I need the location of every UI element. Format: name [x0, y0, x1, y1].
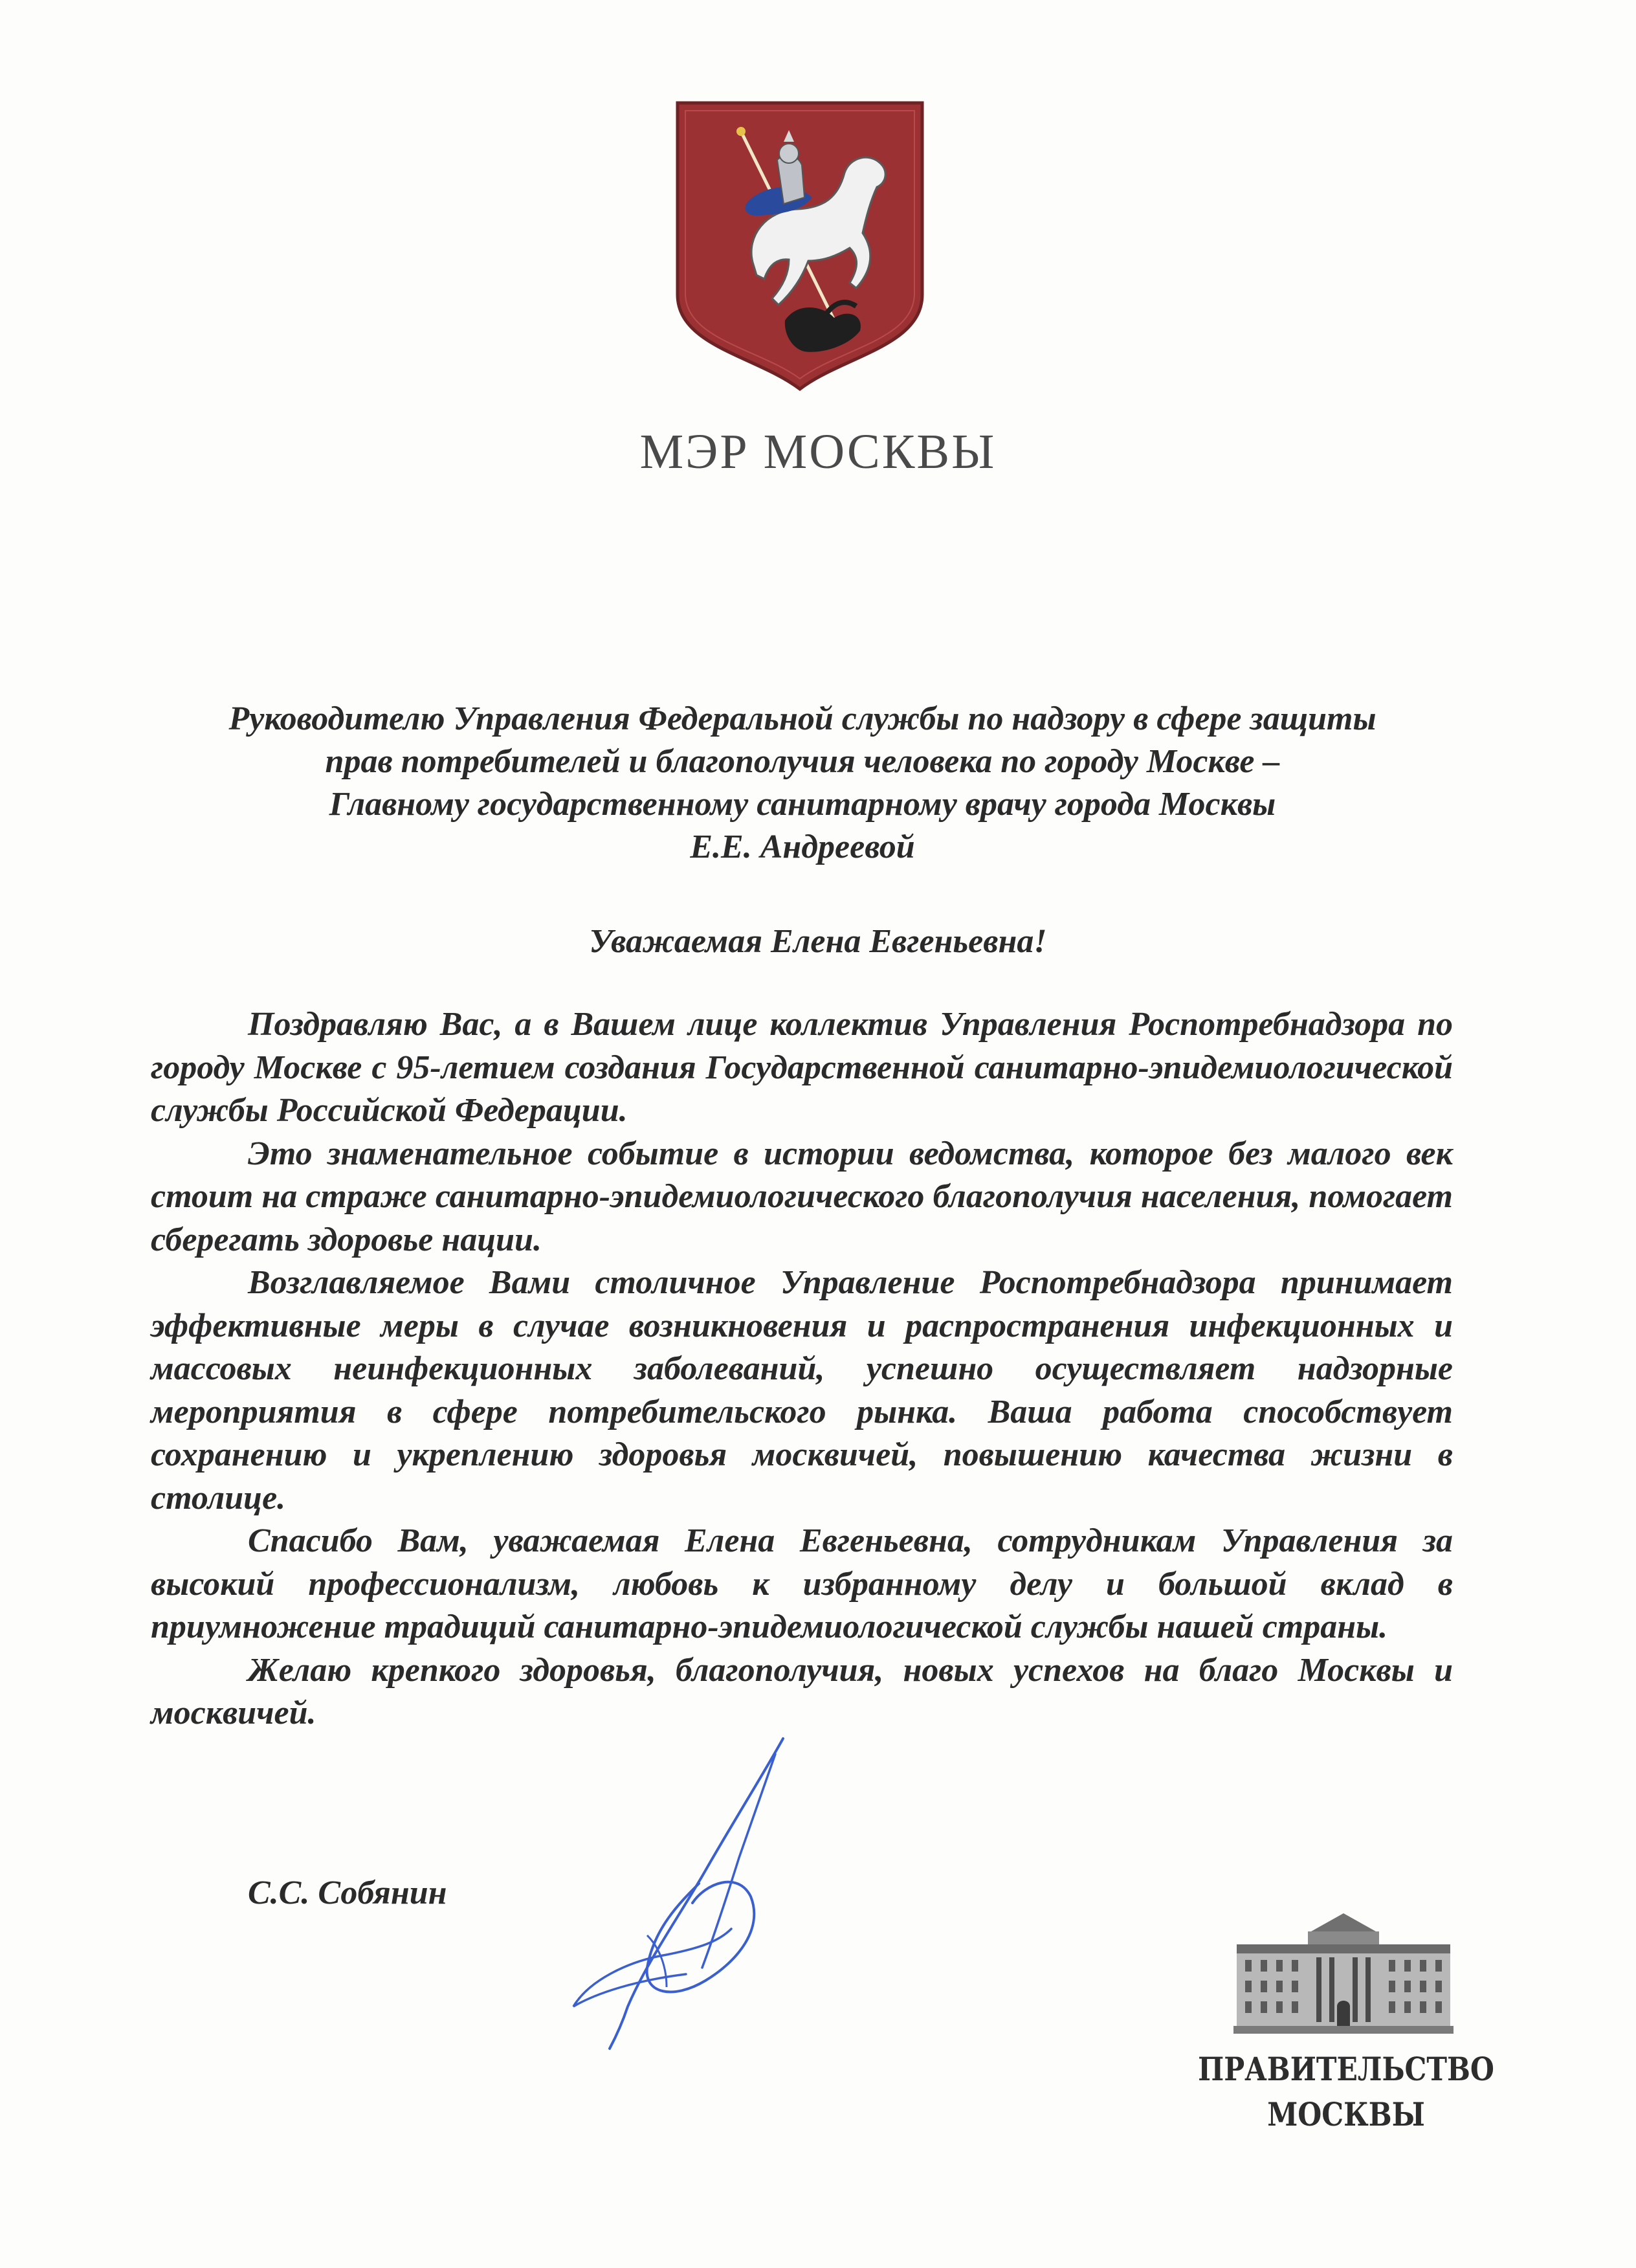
body-paragraph: Желаю крепкого здоровья, благополучия, новых успехов на благо Москвы и москвичей. [151, 1651, 1453, 1731]
body-paragraph: Спасибо Вам, уважаемая Елена Евгеньевна, сотрудникам Управления за высокий профессионализм, любовь к избранному делу и большой вклад в приумножение традиций санитарно-эпидемиологической службы нашей страны. [151, 1522, 1453, 1645]
letter-body [151, 1003, 1453, 1735]
body-paragraph: Возглавляемое Вами столичное Управление Роспотребнадзора принимает эффективные меры в случае возникновения и распространения инфекционных и массовых неинфекционных заболеваний, успешно осуществляет надзорные мероприятия в сфере потребительского рынка. Ваша работа способствует сохранению и укреплению здоровья москвичей, повышению качества жизни в столице. [151, 1264, 1453, 1517]
moscow-coat-of-arms-icon [675, 100, 925, 392]
addressee-line: Главному государственному санитарному врачу города Москвы [329, 786, 1276, 823]
government-name-line1: ПРАВИТЕЛЬСТВО [1198, 2050, 1494, 2088]
body-paragraph: Это знаменательное событие в истории ведомства, которое без малого век стоит на страже санитарно-эпидемиологического благополучия населения, помогает сберегать здоровье нации. [151, 1135, 1453, 1258]
body-paragraph: Поздравляю Вас, а в Вашем лице коллектив Управления Роспотребнадзора по городу Москве с 95-летием создания Государственной санитарно-эпидемиологической службы Российской Федерации. [151, 1006, 1453, 1129]
signature-icon [569, 1735, 815, 2052]
government-name-line2: МОСКВЫ [1267, 2095, 1425, 2133]
page-title: МЭР МОСКВЫ [639, 425, 997, 479]
salutation: Уважаемая Елена Евгеньевна! [589, 923, 1047, 960]
government-name [1181, 2047, 1511, 2137]
government-building-icon [1233, 1909, 1454, 2036]
addressee-line: прав потребителей и благополучия человека по городу Москве – [325, 743, 1280, 780]
addressee-name: Е.Е. Андреевой [690, 828, 915, 865]
addressee-block [116, 698, 1488, 869]
addressee-line: Руководителю Управления Федеральной службы по надзору в сфере защиты [228, 700, 1376, 737]
signer-name: С.С. Собянин [248, 1874, 447, 1911]
